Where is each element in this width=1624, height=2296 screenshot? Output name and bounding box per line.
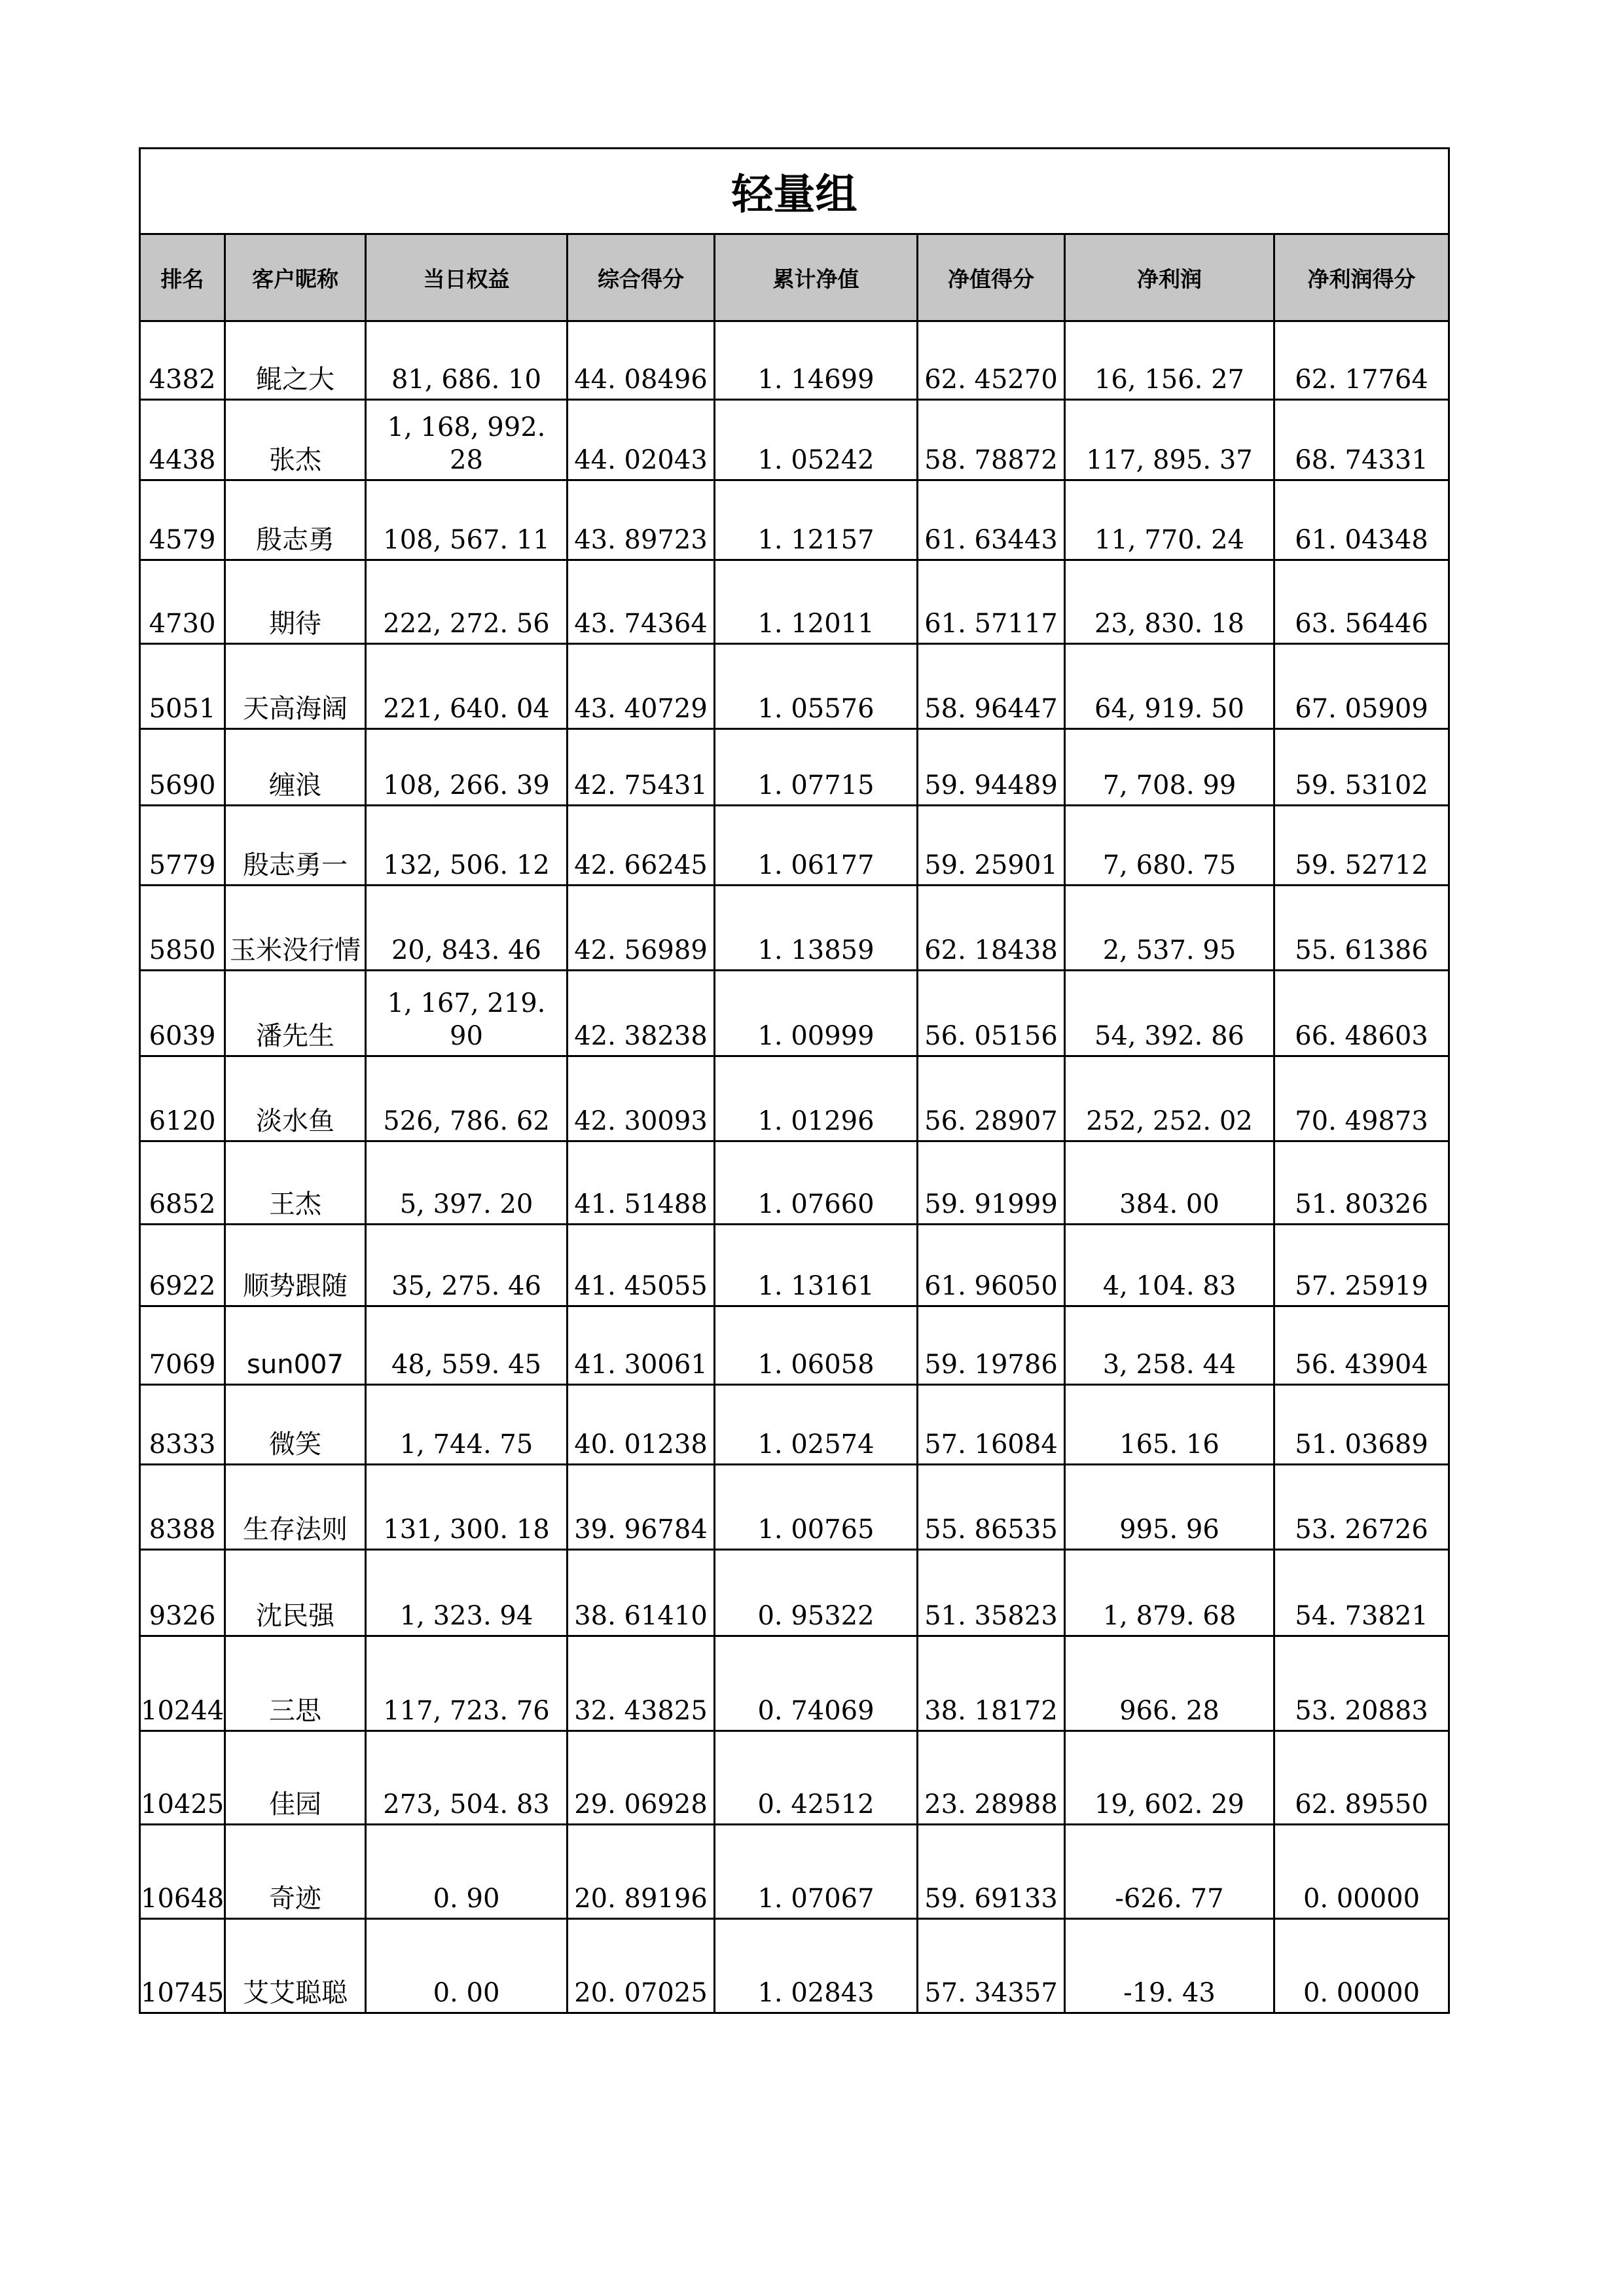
ranking-table: [139, 147, 1450, 2014]
cell-nickname: 艾艾聪聪: [225, 1919, 366, 2013]
table-row: [140, 644, 1449, 729]
cell-nickname: 微笑: [225, 1385, 366, 1465]
cell-net-profit: 64, 919. 50: [1065, 644, 1274, 729]
cell-equity: 108, 567. 11: [366, 480, 568, 560]
cell-total-score: 42. 56989: [568, 886, 715, 971]
table-row: [140, 1636, 1449, 1731]
cell-cumulative-nav: 1. 00765: [715, 1465, 918, 1550]
cell-nav-score: 56. 05156: [918, 971, 1065, 1056]
cell-equity: 1, 168, 992. 28: [366, 400, 568, 480]
cell-net-profit: 1, 879. 68: [1065, 1550, 1274, 1636]
cell-net-profit: 252, 252. 02: [1065, 1056, 1274, 1141]
cell-total-score: 44. 08496: [568, 321, 715, 400]
cell-nickname: sun007: [225, 1306, 366, 1385]
cell-total-score: 40. 01238: [568, 1385, 715, 1465]
cell-net-profit-score: 66. 48603: [1274, 971, 1449, 1056]
cell-cumulative-nav: 1. 12157: [715, 480, 918, 560]
cell-cumulative-nav: 1. 07067: [715, 1825, 918, 1919]
table-row: [140, 560, 1449, 644]
column-header-equity: 当日权益: [366, 234, 568, 321]
cell-total-score: 32. 43825: [568, 1636, 715, 1731]
cell-nav-score: 61. 57117: [918, 560, 1065, 644]
cell-cumulative-nav: 1. 06177: [715, 806, 918, 886]
cell-rank: 4438: [140, 400, 225, 480]
cell-nickname: 玉米没行情: [225, 886, 366, 971]
cell-nickname: 殷志勇: [225, 480, 366, 560]
table-row: [140, 1225, 1449, 1306]
cell-net-profit-score: 63. 56446: [1274, 560, 1449, 644]
cell-net-profit: -19. 43: [1065, 1919, 1274, 2013]
cell-nav-score: 55. 86535: [918, 1465, 1065, 1550]
cell-net-profit: 165. 16: [1065, 1385, 1274, 1465]
cell-equity: 5, 397. 20: [366, 1141, 568, 1225]
cell-rank: 10648: [140, 1825, 225, 1919]
cell-cumulative-nav: 1. 07715: [715, 729, 918, 806]
cell-cumulative-nav: 1. 01296: [715, 1056, 918, 1141]
cell-cumulative-nav: 1. 13161: [715, 1225, 918, 1306]
cell-net-profit-score: 59. 52712: [1274, 806, 1449, 886]
cell-nav-score: 59. 25901: [918, 806, 1065, 886]
cell-nickname: 鲲之大: [225, 321, 366, 400]
table-row: [140, 806, 1449, 886]
table-row: [140, 971, 1449, 1056]
table-row: [140, 480, 1449, 560]
cell-equity: 131, 300. 18: [366, 1465, 568, 1550]
cell-equity: 20, 843. 46: [366, 886, 568, 971]
column-header-total-score: 综合得分: [568, 234, 715, 321]
table-row: [140, 400, 1449, 480]
cell-equity: 35, 275. 46: [366, 1225, 568, 1306]
cell-rank: 9326: [140, 1550, 225, 1636]
table-row: [140, 1919, 1449, 2013]
cell-net-profit-score: 62. 17764: [1274, 321, 1449, 400]
cell-nickname: 王杰: [225, 1141, 366, 1225]
cell-rank: 10425: [140, 1731, 225, 1825]
cell-cumulative-nav: 1. 02843: [715, 1919, 918, 2013]
cell-rank: 6852: [140, 1141, 225, 1225]
cell-nav-score: 51. 35823: [918, 1550, 1065, 1636]
cell-net-profit: 19, 602. 29: [1065, 1731, 1274, 1825]
cell-cumulative-nav: 0. 42512: [715, 1731, 918, 1825]
cell-total-score: 42. 66245: [568, 806, 715, 886]
table-row: [140, 1465, 1449, 1550]
cell-cumulative-nav: 0. 95322: [715, 1550, 918, 1636]
cell-equity: 0. 90: [366, 1825, 568, 1919]
cell-total-score: 41. 51488: [568, 1141, 715, 1225]
column-header-cumulative-nav: 累计净值: [715, 234, 918, 321]
cell-equity: 1, 167, 219. 90: [366, 971, 568, 1056]
cell-net-profit-score: 55. 61386: [1274, 886, 1449, 971]
cell-cumulative-nav: 0. 74069: [715, 1636, 918, 1731]
cell-net-profit: 117, 895. 37: [1065, 400, 1274, 480]
cell-equity: 1, 744. 75: [366, 1385, 568, 1465]
cell-nav-score: 59. 94489: [918, 729, 1065, 806]
table-row: [140, 886, 1449, 971]
cell-net-profit: 7, 708. 99: [1065, 729, 1274, 806]
cell-total-score: 42. 75431: [568, 729, 715, 806]
cell-net-profit-score: 57. 25919: [1274, 1225, 1449, 1306]
cell-net-profit: 2, 537. 95: [1065, 886, 1274, 971]
column-header-rank: 排名: [140, 234, 225, 321]
cell-nav-score: 62. 18438: [918, 886, 1065, 971]
cell-total-score: 43. 74364: [568, 560, 715, 644]
cell-cumulative-nav: 1. 14699: [715, 321, 918, 400]
cell-net-profit-score: 68. 74331: [1274, 400, 1449, 480]
cell-nav-score: 23. 28988: [918, 1731, 1065, 1825]
cell-net-profit: 16, 156. 27: [1065, 321, 1274, 400]
cell-equity: 273, 504. 83: [366, 1731, 568, 1825]
cell-nickname: 三思: [225, 1636, 366, 1731]
cell-rank: 4730: [140, 560, 225, 644]
cell-rank: 6120: [140, 1056, 225, 1141]
cell-net-profit-score: 51. 03689: [1274, 1385, 1449, 1465]
cell-equity: 132, 506. 12: [366, 806, 568, 886]
column-header-net-profit-score: 净利润得分: [1274, 234, 1449, 321]
table-row: [140, 1731, 1449, 1825]
cell-net-profit-score: 0. 00000: [1274, 1919, 1449, 2013]
cell-nav-score: 59. 19786: [918, 1306, 1065, 1385]
cell-total-score: 29. 06928: [568, 1731, 715, 1825]
cell-equity: 81, 686. 10: [366, 321, 568, 400]
cell-rank: 5051: [140, 644, 225, 729]
cell-nav-score: 61. 63443: [918, 480, 1065, 560]
cell-rank: 6039: [140, 971, 225, 1056]
cell-nickname: 期待: [225, 560, 366, 644]
cell-equity: 48, 559. 45: [366, 1306, 568, 1385]
cell-nickname: 天高海阔: [225, 644, 366, 729]
table-row: [140, 1306, 1449, 1385]
cell-net-profit-score: 56. 43904: [1274, 1306, 1449, 1385]
cell-net-profit-score: 67. 05909: [1274, 644, 1449, 729]
cell-nickname: 奇迹: [225, 1825, 366, 1919]
cell-nav-score: 38. 18172: [918, 1636, 1065, 1731]
table-row: [140, 1056, 1449, 1141]
cell-net-profit-score: 54. 73821: [1274, 1550, 1449, 1636]
cell-net-profit: 966. 28: [1065, 1636, 1274, 1731]
cell-nav-score: 56. 28907: [918, 1056, 1065, 1141]
header-row: [140, 234, 1449, 321]
cell-nickname: 顺势跟随: [225, 1225, 366, 1306]
cell-nickname: 沈民强: [225, 1550, 366, 1636]
column-header-nav-score: 净值得分: [918, 234, 1065, 321]
cell-rank: 4382: [140, 321, 225, 400]
cell-nickname: 缠浪: [225, 729, 366, 806]
cell-cumulative-nav: 1. 06058: [715, 1306, 918, 1385]
cell-equity: 1, 323. 94: [366, 1550, 568, 1636]
cell-nickname: 生存法则: [225, 1465, 366, 1550]
column-header-nickname: 客户昵称: [225, 234, 366, 321]
cell-equity: 108, 266. 39: [366, 729, 568, 806]
table-row: [140, 1550, 1449, 1636]
table-row: [140, 1825, 1449, 1919]
cell-rank: 5690: [140, 729, 225, 806]
cell-rank: 6922: [140, 1225, 225, 1306]
cell-nav-score: 58. 96447: [918, 644, 1065, 729]
cell-net-profit: 3, 258. 44: [1065, 1306, 1274, 1385]
cell-total-score: 41. 45055: [568, 1225, 715, 1306]
cell-net-profit: 11, 770. 24: [1065, 480, 1274, 560]
cell-net-profit: -626. 77: [1065, 1825, 1274, 1919]
cell-cumulative-nav: 1. 02574: [715, 1385, 918, 1465]
table-row: [140, 729, 1449, 806]
cell-total-score: 43. 89723: [568, 480, 715, 560]
cell-net-profit: 4, 104. 83: [1065, 1225, 1274, 1306]
cell-net-profit: 7, 680. 75: [1065, 806, 1274, 886]
cell-rank: 8333: [140, 1385, 225, 1465]
cell-equity: 222, 272. 56: [366, 560, 568, 644]
cell-net-profit-score: 70. 49873: [1274, 1056, 1449, 1141]
cell-total-score: 20. 07025: [568, 1919, 715, 2013]
cell-total-score: 38. 61410: [568, 1550, 715, 1636]
cell-cumulative-nav: 1. 07660: [715, 1141, 918, 1225]
cell-net-profit: 23, 830. 18: [1065, 560, 1274, 644]
cell-equity: 526, 786. 62: [366, 1056, 568, 1141]
cell-rank: 5850: [140, 886, 225, 971]
cell-total-score: 42. 30093: [568, 1056, 715, 1141]
cell-nickname: 殷志勇一: [225, 806, 366, 886]
column-header-net-profit: 净利润: [1065, 234, 1274, 321]
cell-rank: 8388: [140, 1465, 225, 1550]
cell-nav-score: 62. 45270: [918, 321, 1065, 400]
cell-net-profit-score: 61. 04348: [1274, 480, 1449, 560]
cell-net-profit-score: 59. 53102: [1274, 729, 1449, 806]
cell-rank: 4579: [140, 480, 225, 560]
cell-equity: 0. 00: [366, 1919, 568, 2013]
cell-net-profit-score: 0. 00000: [1274, 1825, 1449, 1919]
cell-nickname: 佳园: [225, 1731, 366, 1825]
cell-total-score: 41. 30061: [568, 1306, 715, 1385]
cell-cumulative-nav: 1. 13859: [715, 886, 918, 971]
cell-net-profit-score: 53. 20883: [1274, 1636, 1449, 1731]
cell-rank: 10745: [140, 1919, 225, 2013]
cell-equity: 117, 723. 76: [366, 1636, 568, 1731]
cell-equity: 221, 640. 04: [366, 644, 568, 729]
table-row: [140, 321, 1449, 400]
cell-net-profit-score: 51. 80326: [1274, 1141, 1449, 1225]
cell-net-profit-score: 62. 89550: [1274, 1731, 1449, 1825]
cell-net-profit: 995. 96: [1065, 1465, 1274, 1550]
cell-total-score: 39. 96784: [568, 1465, 715, 1550]
cell-total-score: 44. 02043: [568, 400, 715, 480]
cell-cumulative-nav: 1. 12011: [715, 560, 918, 644]
cell-net-profit: 384. 00: [1065, 1141, 1274, 1225]
cell-nav-score: 57. 16084: [918, 1385, 1065, 1465]
cell-nickname: 张杰: [225, 400, 366, 480]
cell-cumulative-nav: 1. 05242: [715, 400, 918, 480]
table-title: 轻量组: [140, 149, 1449, 234]
cell-nav-score: 59. 91999: [918, 1141, 1065, 1225]
cell-cumulative-nav: 1. 05576: [715, 644, 918, 729]
cell-total-score: 42. 38238: [568, 971, 715, 1056]
cell-net-profit-score: 53. 26726: [1274, 1465, 1449, 1550]
cell-rank: 5779: [140, 806, 225, 886]
cell-nav-score: 61. 96050: [918, 1225, 1065, 1306]
cell-nickname: 潘先生: [225, 971, 366, 1056]
cell-total-score: 20. 89196: [568, 1825, 715, 1919]
cell-rank: 10244: [140, 1636, 225, 1731]
cell-total-score: 43. 40729: [568, 644, 715, 729]
table-row: [140, 1141, 1449, 1225]
cell-nav-score: 57. 34357: [918, 1919, 1065, 2013]
cell-nav-score: 59. 69133: [918, 1825, 1065, 1919]
cell-nav-score: 58. 78872: [918, 400, 1065, 480]
cell-net-profit: 54, 392. 86: [1065, 971, 1274, 1056]
cell-cumulative-nav: 1. 00999: [715, 971, 918, 1056]
cell-nickname: 淡水鱼: [225, 1056, 366, 1141]
table-body: [140, 321, 1449, 2013]
cell-rank: 7069: [140, 1306, 225, 1385]
table-row: [140, 1385, 1449, 1465]
